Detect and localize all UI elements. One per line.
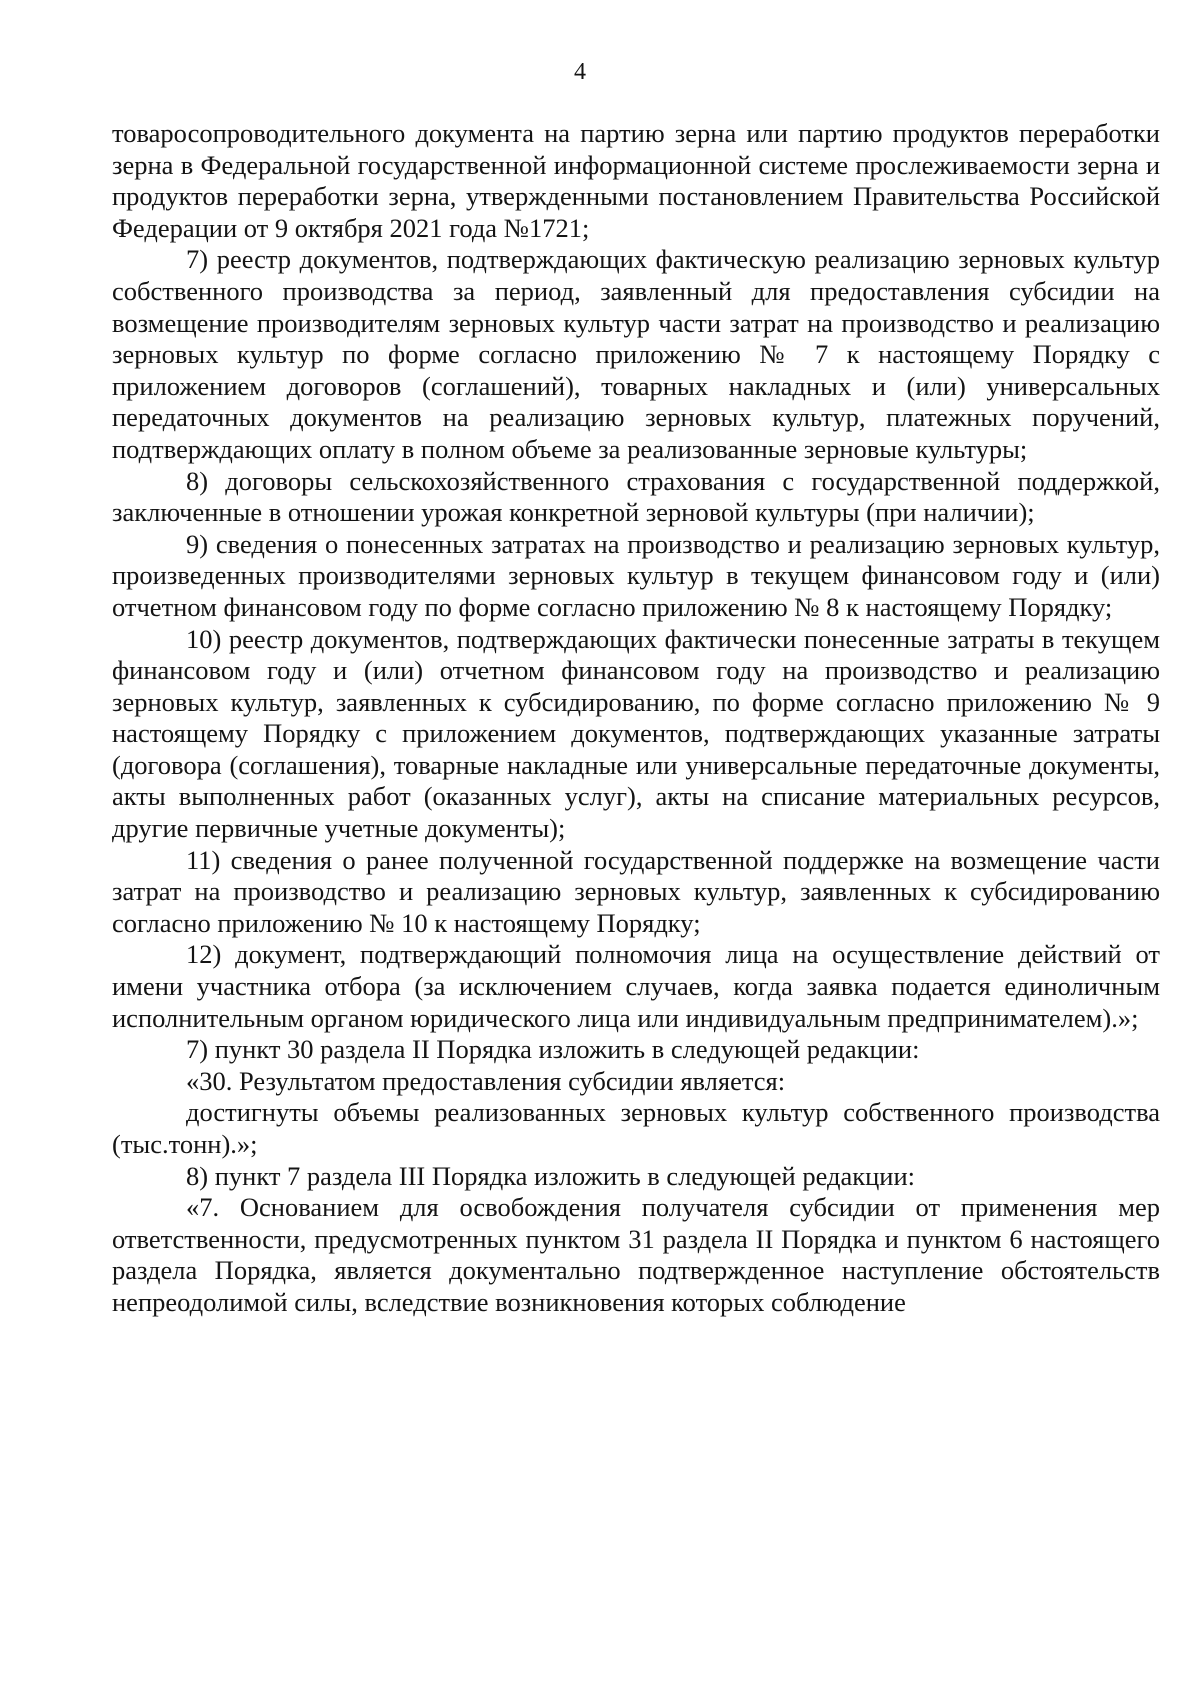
document-body [112,118,1160,1319]
paragraph-item-11-support: 11) сведения о ранее полученной государственной поддержке на возмещение части затрат на производство и реализацию зерновых культур, заявленных к субсидированию согласно приложению № 10 к настоящему Порядку; [112,844,1160,938]
paragraph-item-12-authority: 12) документ, подтверждающий полномочия лица на осуществление действий от имени участника отбора (за исключением случаев, когда заявка подается единоличным исполнительным органом юридического лица или индивидуальным предпринимателем).»; [112,939,1160,1033]
paragraph-item-9-costs: 9) сведения о понесенных затратах на производство и реализацию зерновых культур, произведенных производителями зерновых культур в текущем финансовом году и (или) отчетном финансовом году по форме согласно приложению № 8 к настоящему Порядку; [112,528,1160,622]
paragraph-continuation: товаросопроводительного документа на партию зерна или партию продуктов переработки зерна в Федеральной государственной информационной системе прослеживаемости зерна и продуктов переработки зерна, утвержденными постановлением Правительства Российской Федерации от 9 октября 2021 года №1721; [112,118,1160,243]
paragraph-item-10-registry: 10) реестр документов, подтверждающих фактически понесенные затраты в текущем финансовом году и (или) отчетном финансовом году на производство и реализацию зерновых культур, заявленных к субсидированию, по форме согласно приложению № 9 настоящему Порядку с приложением документов, подтверждающих указанные затраты (договора (соглашения), товарные накладные или универсальные передаточные документы, акты выполненных работ (оказанных услуг), акты на списание материальных ресурсов, другие первичные учетные документы); [112,623,1160,844]
page-number: 4 [574,59,586,85]
paragraph-result: достигнуты объемы реализованных зерновых культур собственного производства (тыс.тонн).»; [112,1097,1160,1159]
paragraph-item-7-registry: 7) реестр документов, подтверждающих фактическую реализацию зерновых культур собственного производства за период, заявленный для предоставления субсидии на возмещение производителям зерновых культур части затрат на производство и реализацию зерновых культур по форме согласно приложению № 7 к настоящему Порядку с приложением договоров (соглашений), товарных накладных и (или) универсальных передаточных документов на реализацию зерновых культур, платежных поручений, подтверждающих оплату в полном объеме за реализованные зерновые культуры; [112,244,1160,464]
paragraph-amendment-7: 7) пункт 30 раздела II Порядка изложить в следующей редакции: [186,1034,920,1065]
paragraph-point-7: «7. Основанием для освобождения получателя субсидии от применения мер ответственности, предусмотренных пунктом 31 раздела II Порядка и пунктом 6 настоящего раздела Порядка, является документально подтвержденное наступление обстоятельств непреодолимой силы, вследствие возникновения которых соблюдение [112,1192,1160,1317]
paragraph-amendment-8: 8) пункт 7 раздела III Порядка изложить в следующей редакции: [186,1160,916,1191]
paragraph-point-30: «30. Результатом предоставления субсидии является: [186,1065,786,1096]
paragraph-item-8-insurance: 8) договоры сельскохозяйственного страхования с государственной поддержкой, заключенные в отношении урожая конкретной зерновой культуры (при наличии); [112,465,1160,528]
